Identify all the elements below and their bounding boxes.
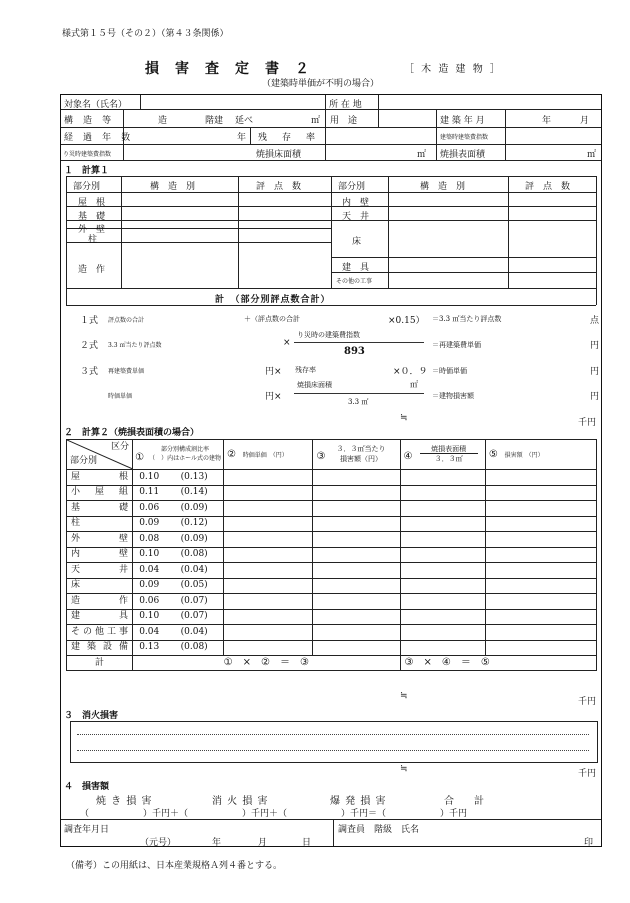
formula3-yen-times: 円× [265,367,282,377]
ratio-value: 0.08 [133,532,166,548]
surface-ratio-cell[interactable] [400,547,485,563]
calc2-row [67,640,597,656]
surface-ratio-cell[interactable] [400,516,485,532]
damage-amount-cell[interactable] [485,485,596,501]
formula3-times: ×０．９ [393,367,428,377]
calc2-row [67,625,597,641]
calc2-row [67,485,597,501]
calc1-part-fixtures: 造 作 [78,265,106,275]
section3-approx: ≒ [400,764,408,774]
col4-number: ④ [403,451,413,462]
burned-floor-label: 焼損床面積 [256,150,302,160]
formula3-eq: ＝時価単価 [432,367,467,375]
built-month-unit: 月 [580,116,590,126]
unit-price-cell[interactable] [223,516,313,532]
burned-surface-label: 焼損表面積 [440,150,486,160]
surface-ratio-cell[interactable] [400,594,485,610]
formula3-b: 残存率 [295,366,316,374]
ratio-value: 0.13 [133,640,166,656]
col4-numerator: 焼損表面積 [420,446,478,454]
calc2-hdr-c2 [223,440,313,470]
calc1-thousand-yen: 千円 [578,418,597,428]
per-unit-damage-cell[interactable] [313,470,400,486]
date-day-unit: 日 [302,838,312,848]
calc2-row [67,516,597,532]
elapsed-label: 経 過 年 数 [64,133,134,143]
ratio-value: 0.06 [133,594,166,610]
formula4-a: 時価単価 [108,393,133,400]
surface-ratio-cell[interactable] [400,578,485,594]
date-year-unit: 年 [212,838,222,848]
remark: （備考）この用紙は、日本産業規格Ａ列４番とする。 [66,861,283,871]
damage-amount-cell[interactable] [485,532,596,548]
damage-amount-cell[interactable] [485,516,596,532]
formula1-unit: 点 [590,316,600,326]
surface-ratio-cell[interactable] [400,532,485,548]
calc1-part-roof: 屋 根 [78,198,106,208]
part-name: 小 屋 組 [67,485,133,501]
calc2-total-formula-a: ① × ② ＝ ③ [133,656,400,671]
calc2-row [67,563,597,579]
total-area-label: 延べ [235,116,254,126]
hall-ratio-value: (0.09) [165,532,223,548]
formula1-label: １式 [80,316,99,326]
col1-number: ① [135,451,145,463]
per-unit-damage-cell[interactable] [313,640,400,656]
name-label: 対象名（氏名） [64,100,128,110]
calc2-row [67,578,597,594]
form-subtitle: ［ 木 造 建 物 ］ [404,64,502,75]
part-name: 天 井 [67,563,133,579]
calc2-total-label: 計 [67,656,133,671]
calc2-row [67,609,597,625]
ratio-value: 0.09 [133,516,166,532]
inspector-label: 調査員 階級 氏名 [338,825,420,835]
unit-price-cell[interactable] [223,501,313,517]
formula4-numerator-unit: ㎡ [410,380,418,389]
calc1-part-outer-wall: 外 壁 [78,225,106,235]
fire-damage-label: 焼 き 損 害 [96,796,153,807]
surface-ratio-cell[interactable] [400,609,485,625]
per-unit-damage-cell[interactable] [313,594,400,610]
per-unit-damage-cell[interactable] [313,516,400,532]
form-note: （建築時単価が不明の場合） [262,79,380,89]
hall-ratio-value: (0.13) [165,470,223,486]
calc2-hdr-c3 [313,440,400,470]
hall-ratio-value: (0.04) [165,563,223,579]
calc2-hdr-c4 [400,440,485,470]
formula2-denominator: 893 [344,346,365,357]
calc2-approx: ≒ [400,691,408,701]
hall-ratio-value: (0.08) [165,547,223,563]
hall-ratio-value: (0.07) [165,594,223,610]
part-name: 柱 [67,516,133,532]
formula2-unit: 円 [590,341,600,351]
surface-ratio-cell[interactable] [400,625,485,641]
calc2-row [67,501,597,517]
calc2-corner-cell [67,440,133,470]
damage-amount-cell[interactable] [485,625,596,641]
calc1-part-ceiling: 天 井 [342,212,370,222]
col3-number: ③ [316,451,326,462]
ratio-value: 0.04 [133,563,166,579]
form-number: 様式第１５号（その２）（第４３条関係） [62,29,229,39]
formula2-label: ２式 [80,341,99,351]
formula1-eq: ＝3.3 ㎡当たり評点数 [432,315,502,323]
hall-ratio-value: (0.09) [165,501,223,517]
formula4-unit: 円 [590,392,600,402]
part-name: 造 作 [67,594,133,610]
calc1-col-score-left: 評 点 数 [256,182,302,192]
elapsed-unit: 年 [237,133,247,143]
unit-price-cell[interactable] [223,625,313,641]
ratio-value: 0.04 [133,625,166,641]
calc1-col-structure-left: 構 造 別 [150,182,196,192]
calc2-hdr-c5 [485,440,596,470]
unit-price-cell[interactable] [223,532,313,548]
part-name: 外 壁 [67,532,133,548]
unit-price-cell[interactable] [223,470,313,486]
calc1-part-other: その他の工事 [336,278,373,285]
formula3-unit: 円 [590,367,600,377]
part-name: その他工事 [67,625,133,641]
calc1-col-part-left: 部分別 [73,182,101,192]
ratio-value: 0.10 [133,547,166,563]
residual-label: 残 存 率 [258,133,319,143]
damage-sum-line: （ ）千円＋（ ）千円＋（ ）千円＝（ ）千円 [80,809,468,819]
damage-amount-cell[interactable] [485,609,596,625]
col1-title: 部分別構成割比率 [161,445,210,453]
built-year-unit: 年 [542,116,552,126]
calc2-hdr-c1 [133,440,224,470]
formula4-denominator: 3.3 ㎡ [348,398,369,406]
structure-label: 構 造 等 [64,116,115,126]
surface-ratio-cell[interactable] [400,640,485,656]
per-unit-damage-cell[interactable] [313,485,400,501]
col5-number: ⑤ [488,448,498,460]
calc1-part-pillar: 柱 [88,235,98,245]
col2-title: 時価単価 （円） [242,451,288,459]
unit-price-cell[interactable] [223,547,313,563]
calc1-approx: ≒ [400,413,408,423]
hall-ratio-value: (0.12) [165,516,223,532]
extinguish-box[interactable] [70,721,598,763]
per-unit-damage-cell[interactable] [313,563,400,579]
hall-ratio-value: (0.05) [165,578,223,594]
calc2-thousand-yen: 千円 [578,697,597,707]
per-unit-damage-cell[interactable] [313,625,400,641]
formula2-times: × [283,338,291,348]
part-name: 建 築 設 備 [67,640,133,656]
total-damage-label: 合 計 [444,796,484,807]
calc1-part-floor: 床 [352,237,362,247]
col4-denominator: ３．３㎡ [434,455,463,463]
cost-index-disaster-label: り災時建築費指数 [63,151,112,158]
unit-price-cell[interactable] [223,609,313,625]
surface-ratio-cell[interactable] [400,470,485,486]
per-unit-damage-cell[interactable] [313,547,400,563]
part-name: 建 具 [67,609,133,625]
per-unit-damage-cell[interactable] [313,501,400,517]
location-label: 所 在 地 [329,100,362,110]
hall-ratio-value: (0.14) [165,485,223,501]
ratio-value: 0.11 [133,485,166,501]
damage-amount-cell[interactable] [485,578,596,594]
part-name: 床 [67,578,133,594]
formula4-numerator: 焼損床面積 [297,381,332,389]
col3-title: ３．３㎡当たり [336,445,386,453]
per-unit-damage-cell[interactable] [313,578,400,594]
col2-number: ② [226,448,236,460]
damage-amount-cell[interactable] [485,640,596,656]
extinguish-damage-label: 消 火 損 害 [212,796,269,807]
formula4-yen-times: 円× [265,392,282,402]
use-field[interactable] [379,110,435,126]
formula3-label: ３式 [80,367,99,377]
structure-suffix: 造 [158,116,168,126]
formula1-times: ×0.15） [388,316,425,326]
era-label: （元号） [140,838,177,848]
built-label: 建 築 年 月 [440,116,485,126]
damage-amount-cell[interactable] [485,470,596,486]
per-unit-damage-cell[interactable] [313,532,400,548]
ratio-value: 0.06 [133,501,166,517]
hall-ratio-value: (0.08) [165,640,223,656]
unit-price-cell[interactable] [223,563,313,579]
formula2-a: 3.3 ㎡当たり評点数 [108,342,162,349]
surface-ratio-cell[interactable] [400,563,485,579]
calc1-col-score-right: 評 点 数 [525,182,571,192]
section3-heading: ３ 消火損害 [64,711,119,721]
ratio-value: 0.09 [133,578,166,594]
use-label: 用 途 [330,116,358,126]
floors-label: 階建 [205,116,224,126]
unit-price-cell[interactable] [223,578,313,594]
calc1-part-fittings: 建 具 [342,263,370,273]
damage-amount-cell[interactable] [485,563,596,579]
calc2-row [67,470,597,486]
formula4-eq: ＝建物損害額 [432,392,474,400]
formula2-eq: ＝再建築費単価 [432,341,481,349]
formula2-numerator: り災時の建築費指数 [297,331,360,339]
location-field[interactable] [379,96,599,108]
calc2-row [67,532,597,548]
name-field[interactable] [141,96,324,108]
cost-index-built-label: 建築時建築費指数 [440,134,489,141]
surface-ratio-cell[interactable] [400,485,485,501]
formula3-a: 再建築費単価 [108,368,145,375]
ratio-value: 0.10 [133,470,166,486]
burned-surface-unit: ㎡ [587,150,597,160]
section3-thousand-yen: 千円 [578,769,597,779]
date-month-unit: 月 [258,838,268,848]
form-title: 損 害 査 定 書 ２ [145,61,310,77]
calc2-row [67,547,597,563]
explosion-damage-label: 爆 発 損 害 [330,796,387,807]
formula1-a: 評点数の合計 [108,317,145,324]
col3-subtitle: 損害額（円） [339,455,382,463]
calc1-col-structure-right: 構 造 別 [420,182,466,192]
unit-price-cell[interactable] [223,485,313,501]
burned-floor-unit: ㎡ [417,150,427,160]
ratio-value: 0.10 [133,609,166,625]
calc1-part-foundation: 基 礎 [78,212,106,222]
per-unit-damage-cell[interactable] [313,609,400,625]
calc2-heading: ２ 計算２（焼損表面積の場合） [64,428,200,438]
calc2-total-formula-b: ③ × ④ ＝ ⑤ [400,656,596,671]
seal-mark: 印 [584,838,594,848]
hall-ratio-value: (0.07) [165,609,223,625]
section4-heading: ４ 損害額 [64,782,110,792]
calc2-hdr-ku: 区分 [111,442,130,452]
calc1-col-part-right: 部分別 [338,182,366,192]
col5-title: 損害額 （円） [504,451,544,459]
damage-amount-cell[interactable] [485,594,596,610]
unit-price-cell[interactable] [223,640,313,656]
calc1-total-label: 計 （部分別評点数合計） [215,295,331,305]
survey-date-label: 調査年月日 [64,825,110,835]
col1-subtitle: （ ）内はホール式の建物 [149,454,221,462]
calc2-table [66,439,597,671]
calc1-part-inner-wall: 内 壁 [342,198,370,208]
calc1-heading: １ 計算１ [64,166,110,176]
part-name: 内 壁 [67,547,133,563]
calc2-row [67,594,597,610]
formula1-plus: ＋（評点数の合計 [244,315,300,323]
surface-ratio-cell[interactable] [400,501,485,517]
calc2-hdr-part: 部分別 [70,456,98,466]
unit-price-cell[interactable] [223,594,313,610]
total-area-unit: ㎡ [311,116,321,126]
part-name: 屋 根 [67,470,133,486]
damage-amount-cell[interactable] [485,547,596,563]
part-name: 基 礎 [67,501,133,517]
damage-amount-cell[interactable] [485,501,596,517]
hall-ratio-value: (0.04) [165,625,223,641]
